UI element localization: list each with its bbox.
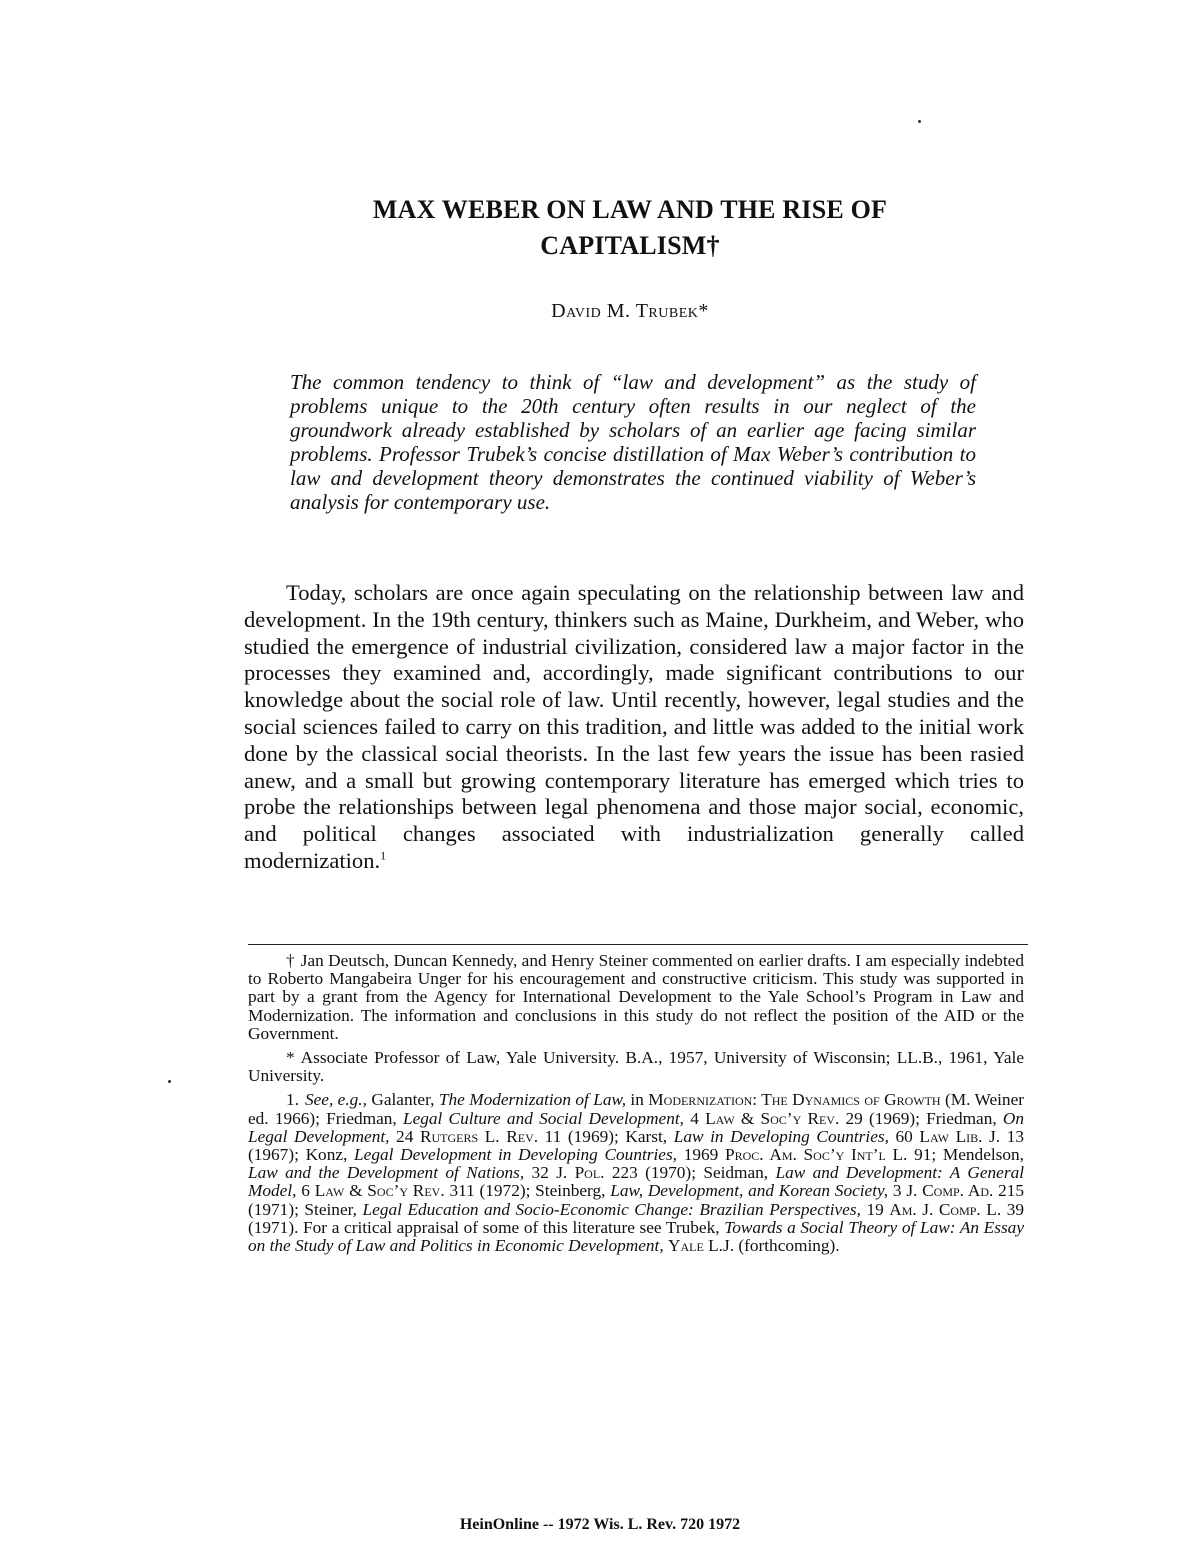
citation-text: 32 (524, 1163, 557, 1183)
citation-title: Law, Development, and Korean Society, (610, 1181, 889, 1201)
citation-text: 24 (389, 1126, 420, 1146)
footnote-dagger (248, 952, 1024, 1043)
citation-title: Legal Education and Socio-Economic Change: Brazilian Perspectives, (362, 1199, 861, 1219)
footnotes-section (248, 952, 1024, 1261)
footnote-1 (248, 1091, 1024, 1255)
citation-title: Law in Developing Countries, (673, 1126, 889, 1146)
citation-text: in (626, 1090, 649, 1110)
citation-text: 4 (683, 1108, 706, 1128)
footnote-divider (248, 944, 1028, 945)
citation-source: Law Lib. J. (919, 1126, 1001, 1146)
citation-title: Legal Culture and Social Development, (402, 1108, 684, 1128)
scan-speck (168, 1080, 171, 1083)
citation-source: Rutgers L. Rev. (419, 1126, 539, 1146)
citation-text: 91; Mendelson, (907, 1145, 1024, 1165)
citation-text: 29 (1969); Friedman, (839, 1108, 1003, 1128)
citation-text: 215 (1971); Steiner, (248, 1181, 1025, 1219)
body-paragraph-text: Today, scholars are once again speculating on the relationship between law and development. In the 19th century, thinkers such as Maine, Durkheim, and Weber, who studied the emergence of industrial civilization, considered law a major factor in the processes they examined and, accordingly, made significant contributions to our knowledge about the social role of law. Until recently, however, legal studies and the social sciences failed to carry on this tradition, and little was added to the initial work done by the classical social theorists. In the last few years the issue has been rasied anew, and a small but growing contemporary literature has emerged which tries to probe the relationships between legal phenomena and those major social, economic, and political changes associated with industrialization generally called modernization. (244, 580, 1024, 873)
article-title (240, 192, 1020, 264)
citation-text: 13 (1967); Konz, (248, 1126, 1024, 1165)
citation-title: Towards a Social Theory of Law: An Essay on the Study of Law and Politics in Economic Development, (248, 1217, 1024, 1256)
citation-text: 60 (888, 1126, 920, 1146)
citation-source: J. Comp. Ad. (906, 1181, 994, 1201)
footnote-text: Jan Deutsch, Duncan Kennedy, and Henry Steiner commented on earlier drafts. I am especially indebted to Roberto Mangabeira Unger for his encouragement and constructive criticism. This study was supported in part by a grant from the Agency for International Development to the Yale School’s Program in Law and Modernization. The information and conclusions in this study do not reflect the position of the AID or the Government. (248, 951, 1024, 1043)
citation-text: 1969 (677, 1145, 725, 1165)
footnote-mark: * (286, 1048, 295, 1068)
citation-text: (forthcoming). (734, 1236, 840, 1256)
citation-text: Galanter, (366, 1090, 439, 1110)
citation-text: 19 (860, 1199, 890, 1219)
footnote-text: Associate Professor of Law, Yale University. B.A., 1957, University of Wisconsin; LL.B., 1961, Yale University. (248, 1048, 1024, 1086)
citation-title: The Modernization of Law, (438, 1090, 627, 1110)
citation-text: 223 (1970); Seidman, (604, 1163, 776, 1183)
citation-text: (M. Weiner ed. 1966); Friedman, (248, 1090, 1024, 1128)
citation-title: Law and the Development of Nations, (248, 1163, 525, 1183)
citation-text: 3 (888, 1181, 907, 1201)
citation-title: On Legal Development, (248, 1108, 1024, 1146)
author-name: David M. Trubek* (551, 300, 709, 322)
citation-source: J. Pol. (556, 1163, 605, 1183)
citation-source: Law & Soc’y Rev. (314, 1181, 445, 1201)
citation-source: Am. J. Comp. L. (889, 1199, 1002, 1219)
citation-source: Modernization: The Dynamics of Growth (648, 1090, 941, 1110)
footnote-ref-1: 1 (380, 848, 387, 863)
citation-source: Law & Soc’y Rev. (705, 1108, 840, 1128)
footnote-mark: 1. (286, 1090, 299, 1110)
citation-text: 6 (296, 1181, 315, 1201)
heinonline-footer: HeinOnline -- 1972 Wis. L. Rev. 720 1972 (459, 1516, 741, 1533)
article-abstract: The common tendency to think of “law and development” as the study of problems unique to the 20th century often results in our neglect of the groundwork already established by scholars of an earlier age facing similar problems. Professor Trubek’s concise distillation of Max Weber’s contribution to law and development theory demonstrates the continued viability of Weber’s analysis for contemporary use. (290, 370, 976, 514)
citation-title: Legal Development in Developing Countries, (354, 1145, 678, 1165)
citation-source: Proc. Am. Soc’y Int’l L. (725, 1145, 908, 1165)
footnote-star (248, 1049, 1024, 1085)
citation-text: 311 (1972); Steinberg, (444, 1181, 611, 1201)
title-line-2: CAPITALISM† (540, 231, 720, 260)
footnote-mark: † (286, 951, 295, 970)
citation-signal: See, e.g., (304, 1090, 367, 1110)
citation-source: Yale L.J. (667, 1236, 735, 1256)
title-line-1: MAX WEBER ON LAW AND THE RISE OF (372, 195, 888, 224)
citation-text: 11 (1969); Karst, (538, 1126, 674, 1146)
citation-text: 39 (1971). For a critical appraisal of some of this literature see Trubek, (248, 1199, 1024, 1237)
citation-title: Law and Development: A General Model, (248, 1163, 1025, 1201)
body-paragraph (244, 580, 1024, 875)
scan-speck (918, 120, 921, 123)
